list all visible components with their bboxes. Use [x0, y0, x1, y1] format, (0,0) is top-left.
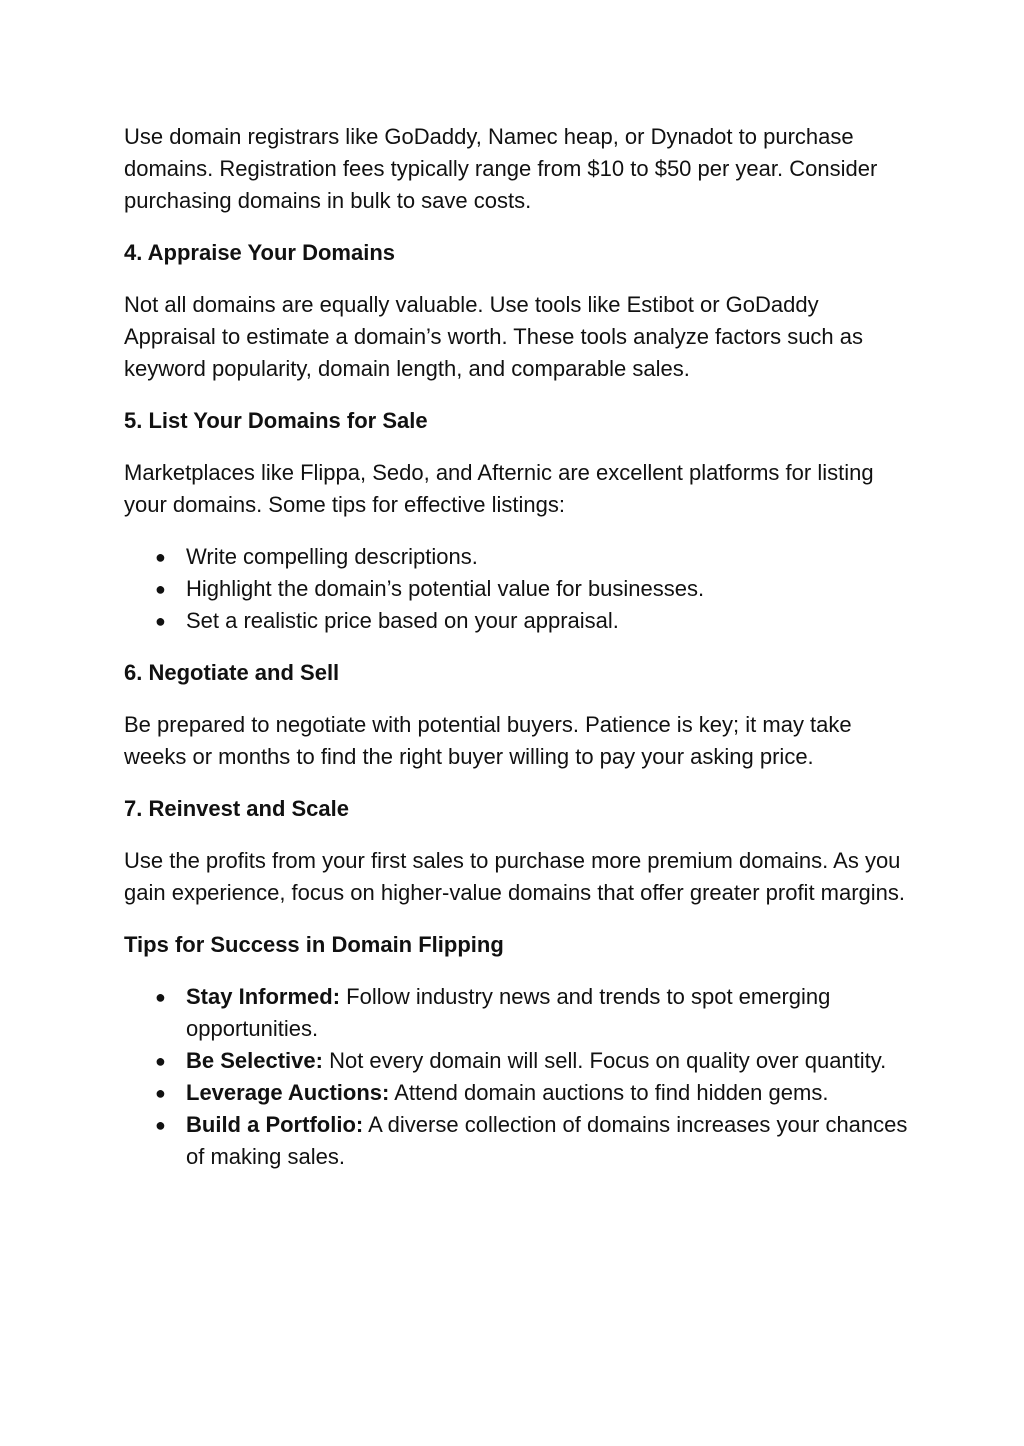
- tip-label: Stay Informed:: [186, 984, 341, 1009]
- section-body-negotiate: Be prepared to negotiate with potential buyers. Patience is key; it may take weeks or months to find the right buyer willing to pay your asking price.: [124, 712, 852, 769]
- section-body-appraise: Not all domains are equally valuable. Use tools like Estibot or GoDaddy Appraisal to estimate a domain’s worth. These tools analyze factors such as keyword popularity, domain length, and comparable sales.: [124, 292, 864, 381]
- bullet-icon: ●: [155, 579, 166, 599]
- bullet-icon: ●: [155, 547, 166, 567]
- document-page: [124, 121, 914, 1193]
- list-item-text: Set a realistic price based on your appraisal.: [186, 608, 619, 633]
- listing-tips-list: [124, 541, 914, 637]
- tip-text: A diverse collection of domains increases your chances of making sales.: [186, 1112, 908, 1169]
- list-item: [124, 1077, 914, 1109]
- bullet-icon: ●: [155, 611, 166, 631]
- tips-heading: Tips for Success in Domain Flipping: [124, 932, 504, 957]
- list-item: [124, 981, 914, 1045]
- list-item-text: Highlight the domain’s potential value for businesses.: [186, 576, 705, 601]
- tip-text: Attend domain auctions to find hidden gems.: [389, 1080, 829, 1105]
- list-item: [124, 541, 914, 573]
- section-heading-list-for-sale: 5. List Your Domains for Sale: [124, 408, 428, 433]
- bullet-icon: ●: [155, 1115, 166, 1135]
- list-item: [124, 605, 914, 637]
- intro-paragraph: Use domain registrars like GoDaddy, Namec heap, or Dynadot to purchase domains. Registration fees typically range from $10 to $50 per year. Consider purchasing domains in bulk to save costs.: [124, 124, 878, 213]
- list-item: [124, 573, 914, 605]
- section-heading-reinvest: 7. Reinvest and Scale: [124, 796, 349, 821]
- tip-label: Build a Portfolio:: [186, 1112, 364, 1137]
- bullet-icon: ●: [155, 1083, 166, 1103]
- section-body-reinvest: Use the profits from your first sales to purchase more premium domains. As you gain experience, focus on higher-value domains that offer greater profit margins.: [124, 848, 906, 905]
- tip-text: Not every domain will sell. Focus on quality over quantity.: [322, 1048, 887, 1073]
- list-item: [124, 1109, 914, 1173]
- bullet-icon: ●: [155, 1051, 166, 1071]
- tip-label: Be Selective:: [186, 1048, 323, 1073]
- bullet-icon: ●: [155, 987, 166, 1007]
- success-tips-list: [124, 981, 914, 1173]
- section-heading-negotiate: 6. Negotiate and Sell: [124, 660, 340, 685]
- tip-text: Follow industry news and trends to spot emerging opportunities.: [186, 984, 831, 1041]
- tip-label: Leverage Auctions:: [186, 1080, 390, 1105]
- section-body-list-for-sale: Marketplaces like Flippa, Sedo, and Afternic are excellent platforms for listing your domains. Some tips for effective listings:: [124, 460, 874, 517]
- list-item-text: Write compelling descriptions.: [186, 544, 478, 569]
- section-heading-appraise: 4. Appraise Your Domains: [124, 240, 396, 265]
- list-item: [124, 1045, 914, 1077]
